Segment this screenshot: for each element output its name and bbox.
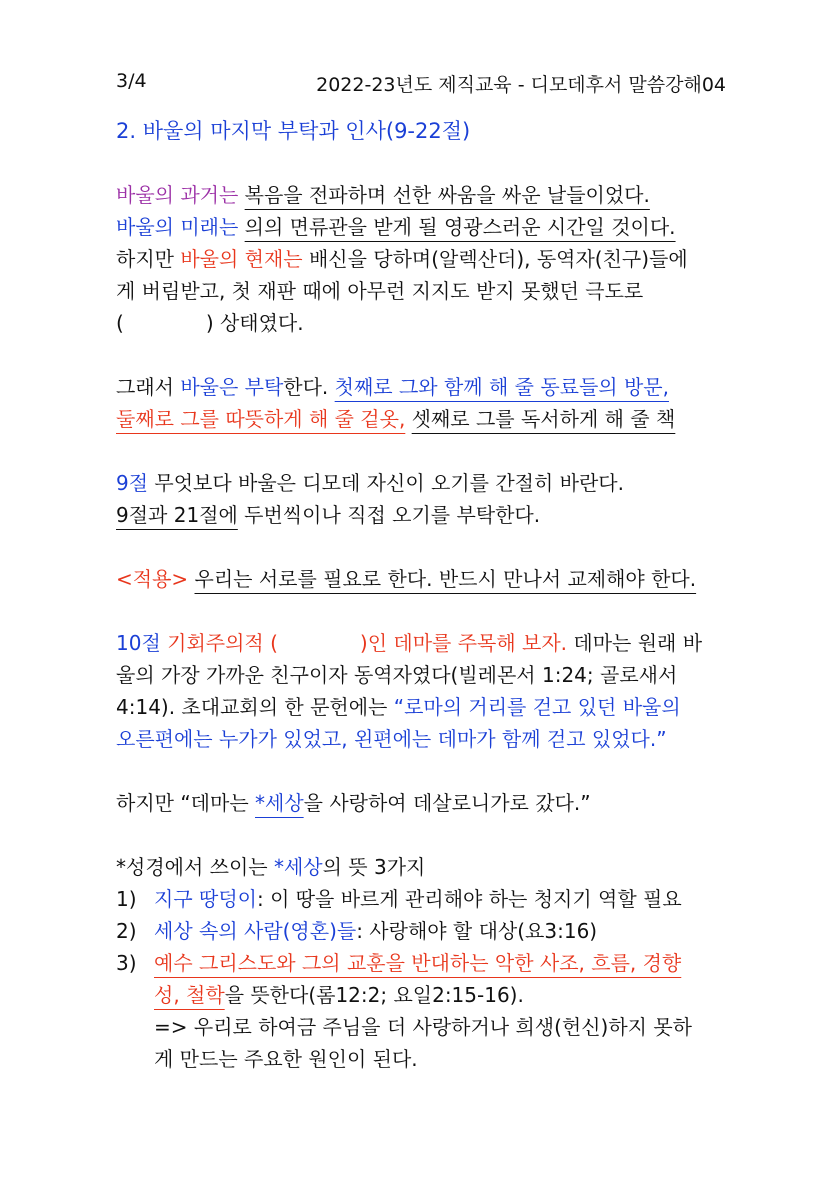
demas-heading-a: 기회주의적 ( [167,631,278,655]
list-item [116,915,728,947]
intro-b: 의 뜻 3가지 [322,855,426,879]
list-item-label: 예수 그리스도와 그의 교훈을 반대하는 악한 사조, 흐름, 경향 [154,951,682,975]
demas-line-4: 오른편에는 누가가 있었고, 왼편에는 데마가 함께 걷고 있었다.” [116,727,667,751]
list-item-text: 을 뜻한다(롬12:2; 요일2:15-16). [224,983,524,1007]
list-item-label: 지구 땅덩이 [154,887,257,911]
world-suffix: 을 사랑하여 데살로니가로 갔다.” [303,791,591,815]
intro-a: *성경에서 쓰이는 [116,855,274,879]
request-line-2 [116,403,728,435]
demas-quote-open: “로마의 거리를 걷고 있던 바울의 [393,695,681,719]
paul-future-line [116,211,728,243]
paul-past-line [116,179,728,211]
world-line [116,787,728,819]
request-line-1 [116,371,728,403]
application-line [116,563,728,595]
list-number: 3) [116,951,137,975]
list-item-label-2: 성, 철학 [154,983,225,1007]
request-second: 둘째로 그를 따뜻하게 해 줄 겉옷, [116,407,406,431]
fill-in-blank-line [116,307,728,339]
future-text: 의의 면류관을 받게 될 영광스러운 시간일 것이다. [244,215,676,239]
verses-text: 두번씩이나 직접 오기를 부탁한다. [244,503,541,527]
verse-10: 10절 [116,631,161,655]
page-header [116,70,726,100]
list-item [116,883,728,915]
verse-9: 9절 [116,471,149,495]
present-label: 바울의 현재는 [180,247,303,271]
request-first: 첫째로 그와 함께 해 줄 동료들의 방문, [334,375,669,399]
request-suffix: 한다. [283,375,329,399]
document-title: 2022-23년도 제직교육 - 디모데후서 말씀강해04 [316,74,726,96]
list-item-continuation [116,979,728,1011]
application-label: <적용> [116,567,189,591]
request-third: 셋째로 그를 독서하게 해 줄 책 [411,407,676,431]
list-item-text: : 사랑해야 할 대상(요3:16) [356,919,598,943]
world-prefix: 하지만 “데마는 [116,791,255,815]
demas-heading-b: )인 데마를 주목해 보자. [359,631,568,655]
list-number: 1) [116,887,137,911]
blank-close: ) 상태였다. [205,311,304,335]
present-text-2: 게 버림받고, 첫 재판 때에 아무런 지지도 받지 못했던 극도로 [116,279,644,303]
list-item [116,947,728,979]
future-label: 바울의 미래는 [116,215,239,239]
demas-line-2: 울의 가장 가까운 친구이자 동역자였다(빌레몬서 1:24; 골로새서 [116,663,678,687]
document-body [116,115,728,1075]
blank-open: ( [116,311,124,335]
present-prefix: 하지만 [116,247,174,271]
present-text-1: 배신을 당하며(알렉산더), 동역자(친구)들에 [308,247,688,271]
section-title: 2. 바울의 마지막 부탁과 인사(9-22절) [116,119,471,143]
paul-is: 바울은 [180,375,239,399]
demas-line-1 [116,627,728,659]
verses-ref: 9절과 21절에 [116,503,238,527]
request-prefix: 그래서 [116,375,174,399]
page-number: 3/4 [116,70,147,92]
conclusion-line-1: => 우리로 하여금 주님을 더 사랑하거나 희생(헌신)하지 못하 [154,1015,692,1039]
verses-line [116,499,728,531]
list-item-text: : 이 땅을 바르게 관리해야 하는 청지기 역할 필요 [256,887,682,911]
list-item-label: 세상 속의 사람(영혼)들 [154,919,357,943]
verse9-text: 무엇보다 바울은 디모데 자신이 오기를 간절히 바란다. [154,471,624,495]
paul-present-line [116,243,728,275]
demas-line-3 [116,691,728,723]
conclusion-line-2: 게 만드는 주요한 원인이 된다. [154,1047,418,1071]
world-meanings-intro [116,851,728,883]
world-word: *세상 [255,791,304,815]
request-word: 부탁 [244,375,284,399]
demas-line3-a: 4:14). 초대교회의 한 문헌에는 [116,695,394,719]
verse9-line [116,467,728,499]
past-label: 바울의 과거는 [116,183,239,207]
list-number: 2) [116,919,137,943]
intro-world: *세상 [273,855,323,879]
past-text: 복음을 전파하며 선한 싸움을 싸운 날들이었다. [244,183,650,207]
demas-line1-tail: 데마는 원래 바 [573,631,703,655]
application-text: 우리는 서로를 필요로 한다. 반드시 만나서 교제해야 한다. [194,567,697,591]
